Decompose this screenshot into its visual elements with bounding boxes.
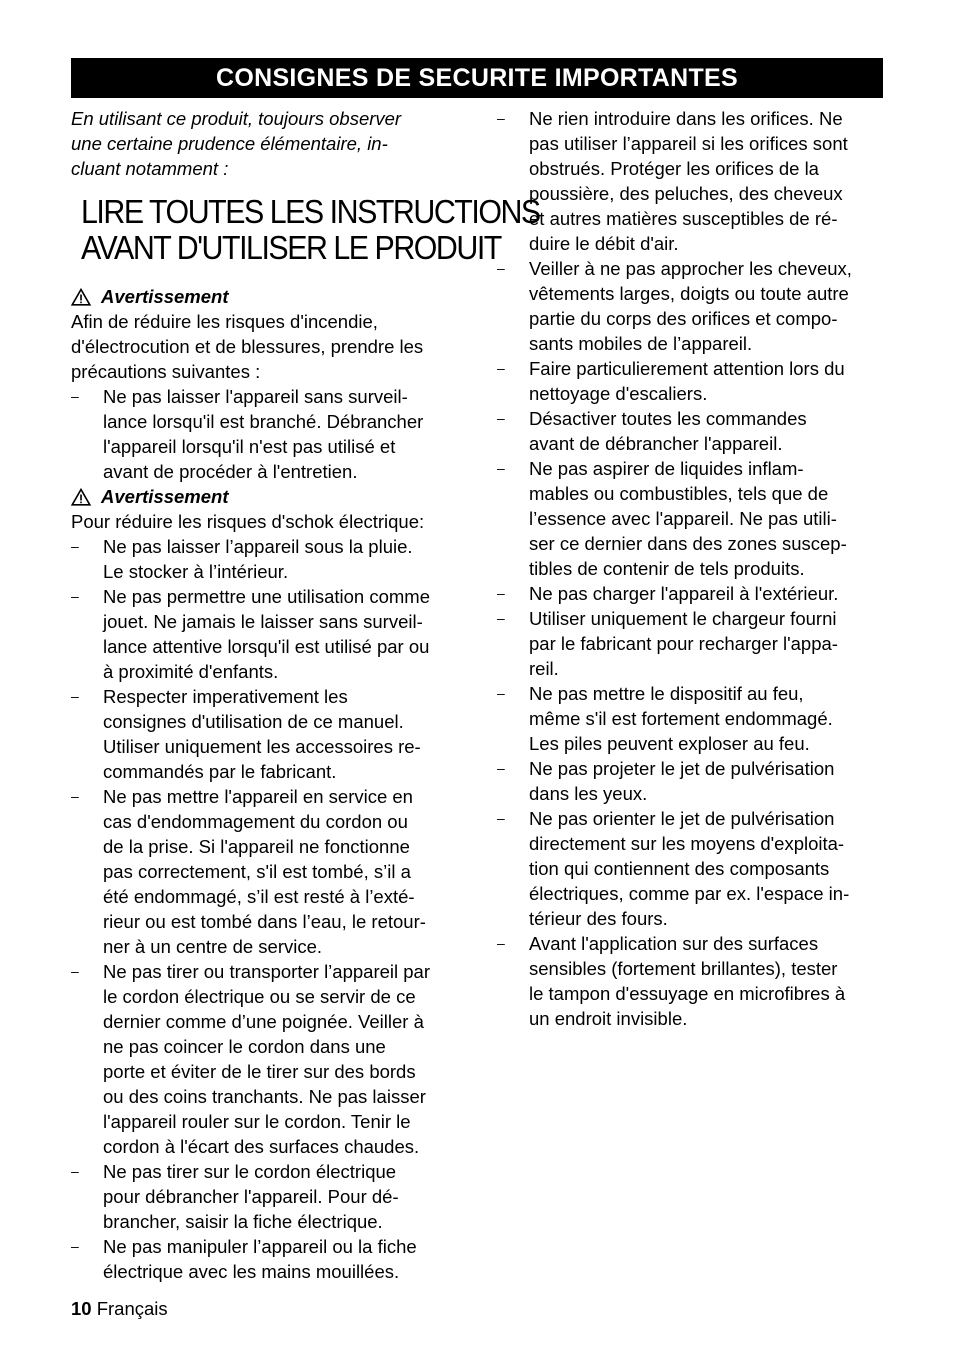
warning-label: Avertissement bbox=[101, 286, 229, 307]
bullet-dash: – bbox=[71, 963, 79, 979]
list-item-text: Ne pas tirer sur le cordon électrique pour débrancher l'appareil. Pour dé- brancher, saisir la fiche électrique. bbox=[103, 1161, 399, 1232]
bullet-dash: – bbox=[497, 610, 505, 626]
page-number: 10 bbox=[71, 1298, 92, 1319]
list-item-text: Ne pas mettre le dispositif au feu, même s'il est fortement endommagé. Les piles peuvent exploser au feu. bbox=[529, 683, 833, 754]
list-item bbox=[71, 959, 463, 1159]
warning-heading-1 bbox=[71, 284, 463, 309]
list-item-text: Ne pas permettre une utilisation comme jouet. Ne jamais le laisser sans surveil- lance attentive lorsqu'il est utilisé par ou à proximité d'enfants. bbox=[103, 586, 430, 682]
list-item-text: Faire particulierement attention lors du nettoyage d'escaliers. bbox=[529, 358, 845, 404]
bullet-dash: – bbox=[497, 460, 505, 476]
warning-triangle-icon bbox=[71, 288, 91, 306]
page-footer bbox=[71, 1296, 168, 1321]
list-item bbox=[497, 581, 889, 606]
list-item bbox=[497, 256, 889, 356]
safety-list-right bbox=[497, 106, 889, 1031]
list-item bbox=[497, 406, 889, 456]
bullet-dash: – bbox=[497, 935, 505, 951]
list-item-text: Ne pas laisser l'appareil sans surveil- lance lorsqu'il est branché. Débrancher l'appareil lorsqu'il n'est pas utilisé et avant de procéder à l'entretien. bbox=[103, 386, 424, 482]
list-item bbox=[71, 1234, 463, 1284]
list-item bbox=[497, 806, 889, 931]
list-item-text: Utiliser uniquement le chargeur fourni par le fabricant pour recharger l'appa- reil. bbox=[529, 608, 838, 679]
list-item-text: Ne pas manipuler l’appareil ou la fiche électrique avec les mains mouillées. bbox=[103, 1236, 417, 1282]
bullet-dash: – bbox=[497, 760, 505, 776]
warning-label: Avertissement bbox=[101, 486, 229, 507]
list-item-text: Ne pas orienter le jet de pulvérisation directement sur les moyens d'exploita- tion qui contiennent des composants électriques, comme par ex. l'espace in- térieur des fours. bbox=[529, 808, 850, 929]
list-item bbox=[71, 534, 463, 584]
list-item bbox=[71, 684, 463, 784]
list-item bbox=[497, 106, 889, 256]
list-item bbox=[497, 931, 889, 1031]
bullet-dash: – bbox=[497, 810, 505, 826]
bullet-dash: – bbox=[71, 788, 79, 804]
list-item-text: Avant l'application sur des surfaces sensibles (fortement brillantes), tester le tampon d'essuyage en microfibres à un endroit invisible. bbox=[529, 933, 846, 1029]
bullet-dash: – bbox=[497, 110, 505, 126]
bullet-dash: – bbox=[497, 410, 505, 426]
list-item bbox=[71, 584, 463, 684]
list-item bbox=[497, 356, 889, 406]
list-item bbox=[497, 756, 889, 806]
bullet-dash: – bbox=[497, 360, 505, 376]
bullet-dash: – bbox=[71, 1163, 79, 1179]
language-label: Français bbox=[96, 1298, 168, 1319]
list-item-text: Ne pas projeter le jet de pulvérisation dans les yeux. bbox=[529, 758, 835, 804]
list-item bbox=[497, 606, 889, 681]
list-item-text: Ne pas tirer ou transporter l’appareil par le cordon électrique ou se servir de ce dernier comme d’une poignée. Veiller à ne pas coincer le cordon dans une porte et éviter de le tirer sur des bords ou des coins tranchants. Ne pas laisser l'appareil rouler sur le cordon. Tenir le cordon à l'écart des surfaces chaudes. bbox=[103, 961, 430, 1157]
list-item bbox=[71, 1159, 463, 1234]
intro-text: En utilisant ce produit, toujours observer une certaine prudence élémentaire, in- cluant notamment : bbox=[71, 108, 402, 179]
bullet-dash: – bbox=[497, 685, 505, 701]
list-item bbox=[71, 384, 463, 484]
list-item bbox=[497, 456, 889, 581]
list-item-text: Ne pas aspirer de liquides inflam- mables ou combustibles, tels que de l’essence avec l'appareil. Ne pas utili- ser ce dernier dans des zones suscep- tibles de contenir de tels produits. bbox=[529, 458, 847, 579]
list-item-text: Ne pas charger l'appareil à l'extérieur. bbox=[529, 583, 839, 604]
warning-triangle-icon bbox=[71, 488, 91, 506]
warning-heading-2 bbox=[71, 484, 463, 509]
list-item-text: Ne rien introduire dans les orifices. Ne pas utiliser l’appareil si les orifices sont obstrués. Protéger les orifices de la poussière, des peluches, des cheveux et autres matières susceptibles de ré- duire le débit d'air. bbox=[529, 108, 848, 254]
bullet-dash: – bbox=[71, 588, 79, 604]
list-item-text: Ne pas mettre l'appareil en service en cas d'endommagement du cordon ou de la prise. Si l'appareil ne fonctionne pas correctement, s'il est tombé, s’il a été endommagé, s’il est resté à l’exté- rieur ou est tombé dans l’eau, le retour- ner à un centre de service. bbox=[103, 786, 426, 957]
main-heading: LIRE TOUTES LES INSTRUCTIONS AVANT D'UTILISER LE PRODUIT bbox=[81, 193, 540, 266]
section-title: CONSIGNES DE SECURITE IMPORTANTES bbox=[71, 58, 883, 98]
right-column bbox=[497, 106, 889, 1031]
bullet-dash: – bbox=[71, 538, 79, 554]
bullet-dash: – bbox=[497, 260, 505, 276]
bullet-dash: – bbox=[71, 1238, 79, 1254]
bullet-dash: – bbox=[71, 388, 79, 404]
list-item-text: Veiller à ne pas approcher les cheveux, vêtements larges, doigts ou toute autre partie du corps des orifices et compo- sants mobiles de l’appareil. bbox=[529, 258, 852, 354]
left-column bbox=[71, 106, 540, 1284]
list-item bbox=[71, 784, 463, 959]
bullet-dash: – bbox=[71, 688, 79, 704]
list-item-text: Ne pas laisser l’appareil sous la pluie. Le stocker à l’intérieur. bbox=[103, 536, 413, 582]
warning-list-1 bbox=[71, 384, 463, 484]
warning-text-2: Pour réduire les risques d'schok électrique: bbox=[71, 511, 425, 532]
list-item bbox=[497, 681, 889, 756]
list-item-text: Respecter imperativement les consignes d'utilisation de ce manuel. Utiliser uniquement les accessoires re- commandés par le fabricant. bbox=[103, 686, 421, 782]
bullet-dash: – bbox=[497, 585, 505, 601]
list-item-text: Désactiver toutes les commandes avant de débrancher l'appareil. bbox=[529, 408, 807, 454]
warning-text-1: Afin de réduire les risques d'incendie, d'électrocution et de blessures, prendre les précautions suivantes : bbox=[71, 311, 424, 382]
warning-list-2 bbox=[71, 534, 463, 1284]
